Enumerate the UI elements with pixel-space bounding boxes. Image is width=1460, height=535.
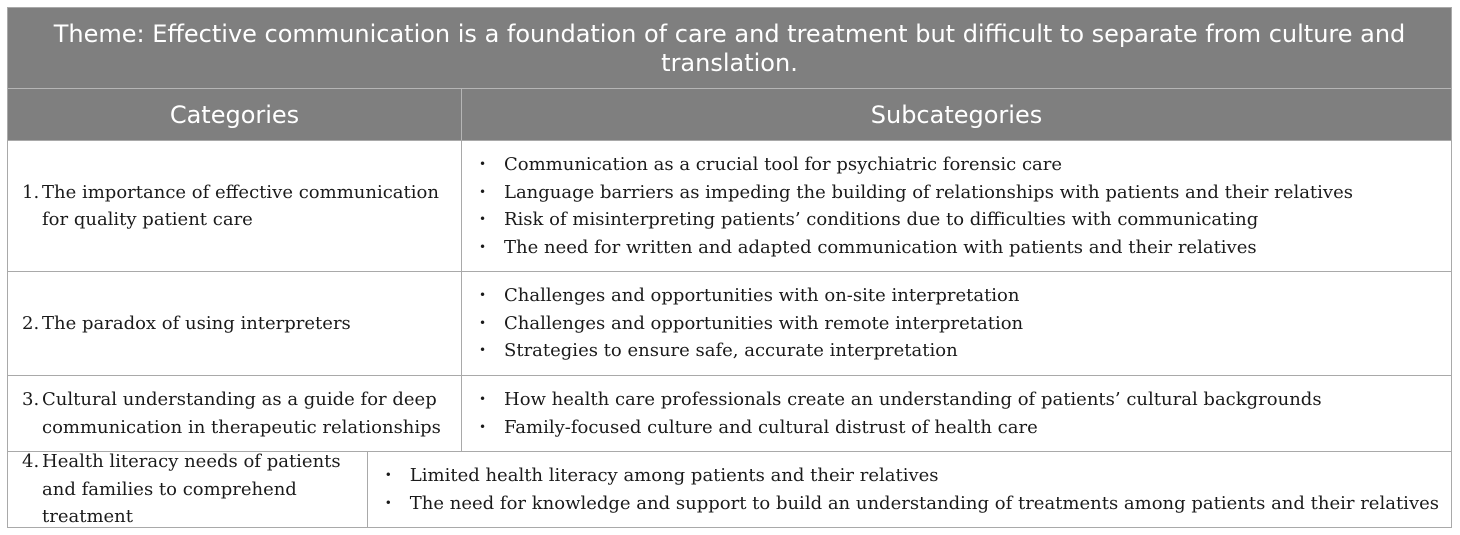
category-label: The paradox of using interpreters — [42, 312, 351, 334]
bullet-icon: • — [479, 419, 487, 434]
category-cell — [8, 452, 368, 527]
subcategory-text: Challenges and opportunities with on-site interpretation — [504, 285, 1020, 307]
subcategory-text: Strategies to ensure safe, accurate interpretation — [504, 340, 958, 362]
subcategory-cell — [462, 376, 1451, 451]
subcategories-header: Subcategories — [870, 100, 1043, 129]
category-cell — [8, 376, 462, 451]
table-row — [8, 140, 1451, 271]
table-row — [8, 451, 1451, 527]
category-label: Health literacy needs of patients and families to comprehend treatment — [42, 451, 341, 528]
list-item — [479, 414, 1322, 442]
subcategory-text: Limited health literacy among patients and their relatives — [409, 465, 939, 486]
category-number: 1. — [22, 181, 40, 203]
bullet-icon: • — [479, 157, 487, 171]
category-cell — [8, 141, 462, 271]
themes-table — [7, 7, 1452, 528]
category-number: 3. — [22, 389, 40, 410]
subcategory-text: Risk of misinterpreting patients’ conditions due to difficulties with communicating — [504, 209, 1259, 230]
subcategory-list — [479, 386, 1322, 441]
list-item — [479, 179, 1353, 207]
bullet-icon: • — [479, 239, 487, 254]
category-label: Cultural understanding as a guide for deep communication in therapeutic relationships — [42, 389, 441, 438]
list-item — [385, 490, 1439, 518]
subcategory-text: Family-focused culture and cultural distrust of health care — [504, 416, 1038, 438]
subcategory-cell — [462, 272, 1451, 375]
subcategory-list — [479, 151, 1353, 261]
subcategory-text: How health care professionals create an understanding of patients’ cultural backgrounds — [504, 389, 1322, 410]
category-number: 4. — [22, 451, 40, 473]
subcategory-text: The need for knowledge and support to build an understanding of treatments among patients and their relatives — [409, 492, 1439, 514]
bullet-icon: • — [479, 392, 487, 406]
column-header-row — [8, 89, 1451, 140]
subcategory-cell — [462, 141, 1451, 271]
list-item — [385, 462, 1439, 490]
bullet-icon: • — [479, 288, 487, 303]
list-item — [479, 386, 1322, 414]
bullet-icon: • — [479, 184, 487, 199]
subcategory-list — [479, 282, 1023, 365]
theme-title: Theme: Effective communication is a foundation of care and treatment but difficult to separate from culture and translation. — [8, 8, 1451, 89]
category-label: The importance of effective communication for quality patient care — [42, 181, 439, 230]
category-cell — [8, 272, 462, 375]
list-item — [479, 206, 1353, 234]
subcategory-text: Challenges and opportunities with remote interpretation — [504, 312, 1024, 334]
table-row — [8, 375, 1451, 451]
subcategory-text: Language barriers as impeding the building of relationships with patients and their relatives — [504, 181, 1353, 203]
categories-header: Categories — [8, 89, 462, 140]
subcategory-text: Communication as a crucial tool for psychiatric forensic care — [504, 154, 1063, 175]
category-number: 2. — [22, 312, 40, 334]
list-item — [479, 234, 1353, 262]
subcategory-text: The need for written and adapted communication with patients and their relatives — [504, 236, 1257, 258]
list-item — [479, 151, 1353, 179]
subcategory-cell — [368, 452, 1451, 527]
bullet-icon: • — [479, 212, 487, 226]
list-item — [479, 337, 1023, 365]
bullet-icon: • — [479, 315, 487, 330]
list-item — [479, 310, 1023, 338]
bullet-icon: • — [384, 495, 392, 510]
table-row — [8, 271, 1451, 375]
bullet-icon: • — [384, 468, 392, 482]
bullet-icon: • — [479, 343, 487, 358]
list-item — [479, 282, 1023, 310]
subcategory-list — [385, 462, 1439, 517]
